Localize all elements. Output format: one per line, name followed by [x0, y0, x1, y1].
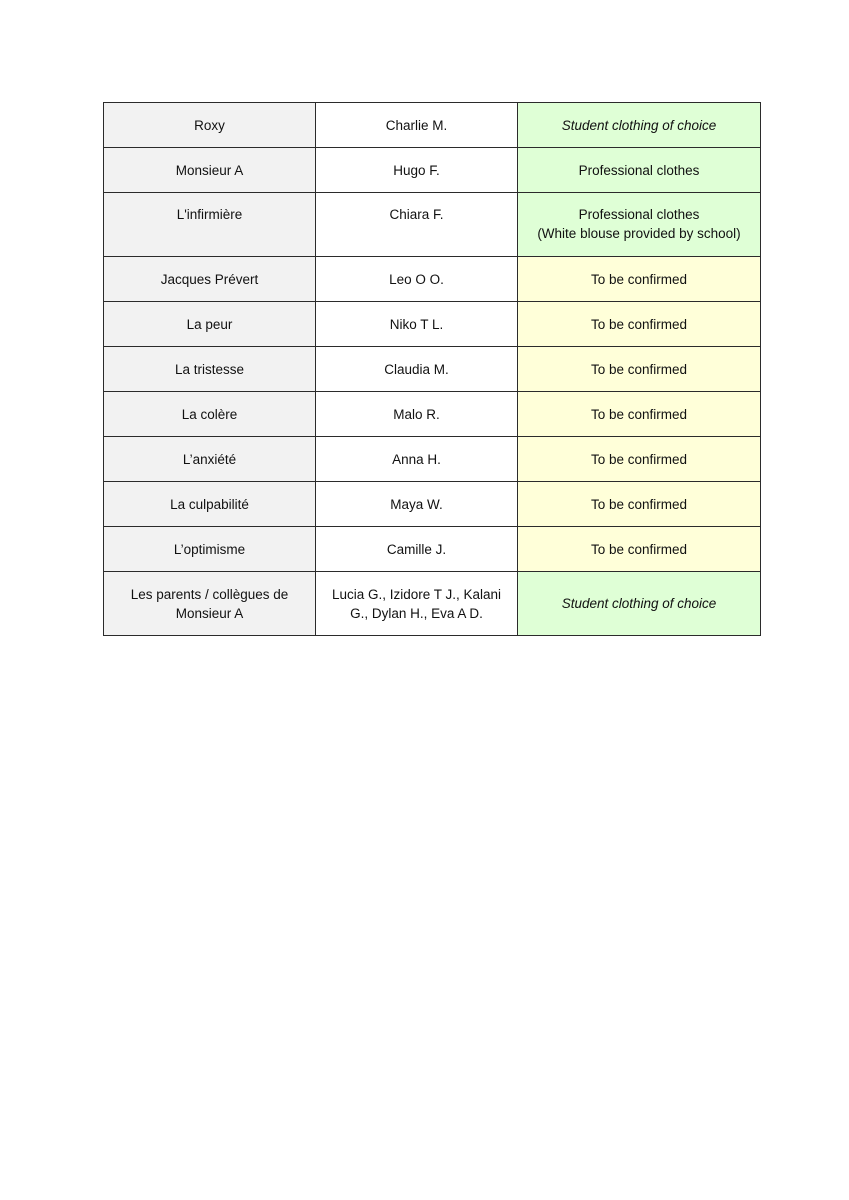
role-cell: La tristesse: [104, 347, 316, 392]
clothing-cell: [518, 193, 761, 257]
student-cell: Malo R.: [316, 392, 518, 437]
clothing-cell: Student clothing of choice: [518, 103, 761, 148]
clothing-cell: To be confirmed: [518, 527, 761, 572]
student-cell: Chiara F.: [316, 193, 518, 257]
clothing-cell: To be confirmed: [518, 302, 761, 347]
costume-table: [103, 102, 761, 636]
clothing-cell: To be confirmed: [518, 347, 761, 392]
table-row: [104, 347, 761, 392]
table-row: [104, 302, 761, 347]
student-cell: Charlie M.: [316, 103, 518, 148]
table-row: [104, 437, 761, 482]
clothing-cell: Professional clothes: [518, 148, 761, 193]
student-cell: Hugo F.: [316, 148, 518, 193]
student-cell: Claudia M.: [316, 347, 518, 392]
table-row: [104, 148, 761, 193]
role-cell: Monsieur A: [104, 148, 316, 193]
clothing-cell: To be confirmed: [518, 482, 761, 527]
clothing-cell: To be confirmed: [518, 257, 761, 302]
student-cell: Niko T L.: [316, 302, 518, 347]
student-cell: [316, 572, 518, 636]
table-row: [104, 482, 761, 527]
role-cell: La colère: [104, 392, 316, 437]
student-text-line: G., Dylan H., Eva A D.: [350, 605, 483, 621]
student-cell: Anna H.: [316, 437, 518, 482]
clothing-cell: To be confirmed: [518, 392, 761, 437]
role-cell: La peur: [104, 302, 316, 347]
student-cell: Leo O O.: [316, 257, 518, 302]
table-row: [104, 392, 761, 437]
clothing-text: Professional clothes: [578, 207, 700, 222]
role-cell: Jacques Prévert: [104, 257, 316, 302]
clothing-cell: Student clothing of choice: [518, 572, 761, 636]
role-text-line: Monsieur A: [175, 605, 244, 621]
role-cell: Roxy: [104, 103, 316, 148]
table-row: [104, 527, 761, 572]
table-row: [104, 572, 761, 636]
role-cell: L'infirmière: [104, 193, 316, 257]
table-row: [104, 193, 761, 257]
clothing-cell: To be confirmed: [518, 437, 761, 482]
clothing-note: (White blouse provided by school): [537, 226, 741, 241]
role-text-line: Les parents / collègues de: [130, 586, 289, 602]
table-row: [104, 257, 761, 302]
role-cell: La culpabilité: [104, 482, 316, 527]
student-text-line: Lucia G., Izidore T J., Kalani: [331, 586, 502, 602]
role-cell: L’optimisme: [104, 527, 316, 572]
table-row: [104, 103, 761, 148]
student-cell: Maya W.: [316, 482, 518, 527]
student-cell: Camille J.: [316, 527, 518, 572]
role-cell: L’anxiété: [104, 437, 316, 482]
role-cell: [104, 572, 316, 636]
